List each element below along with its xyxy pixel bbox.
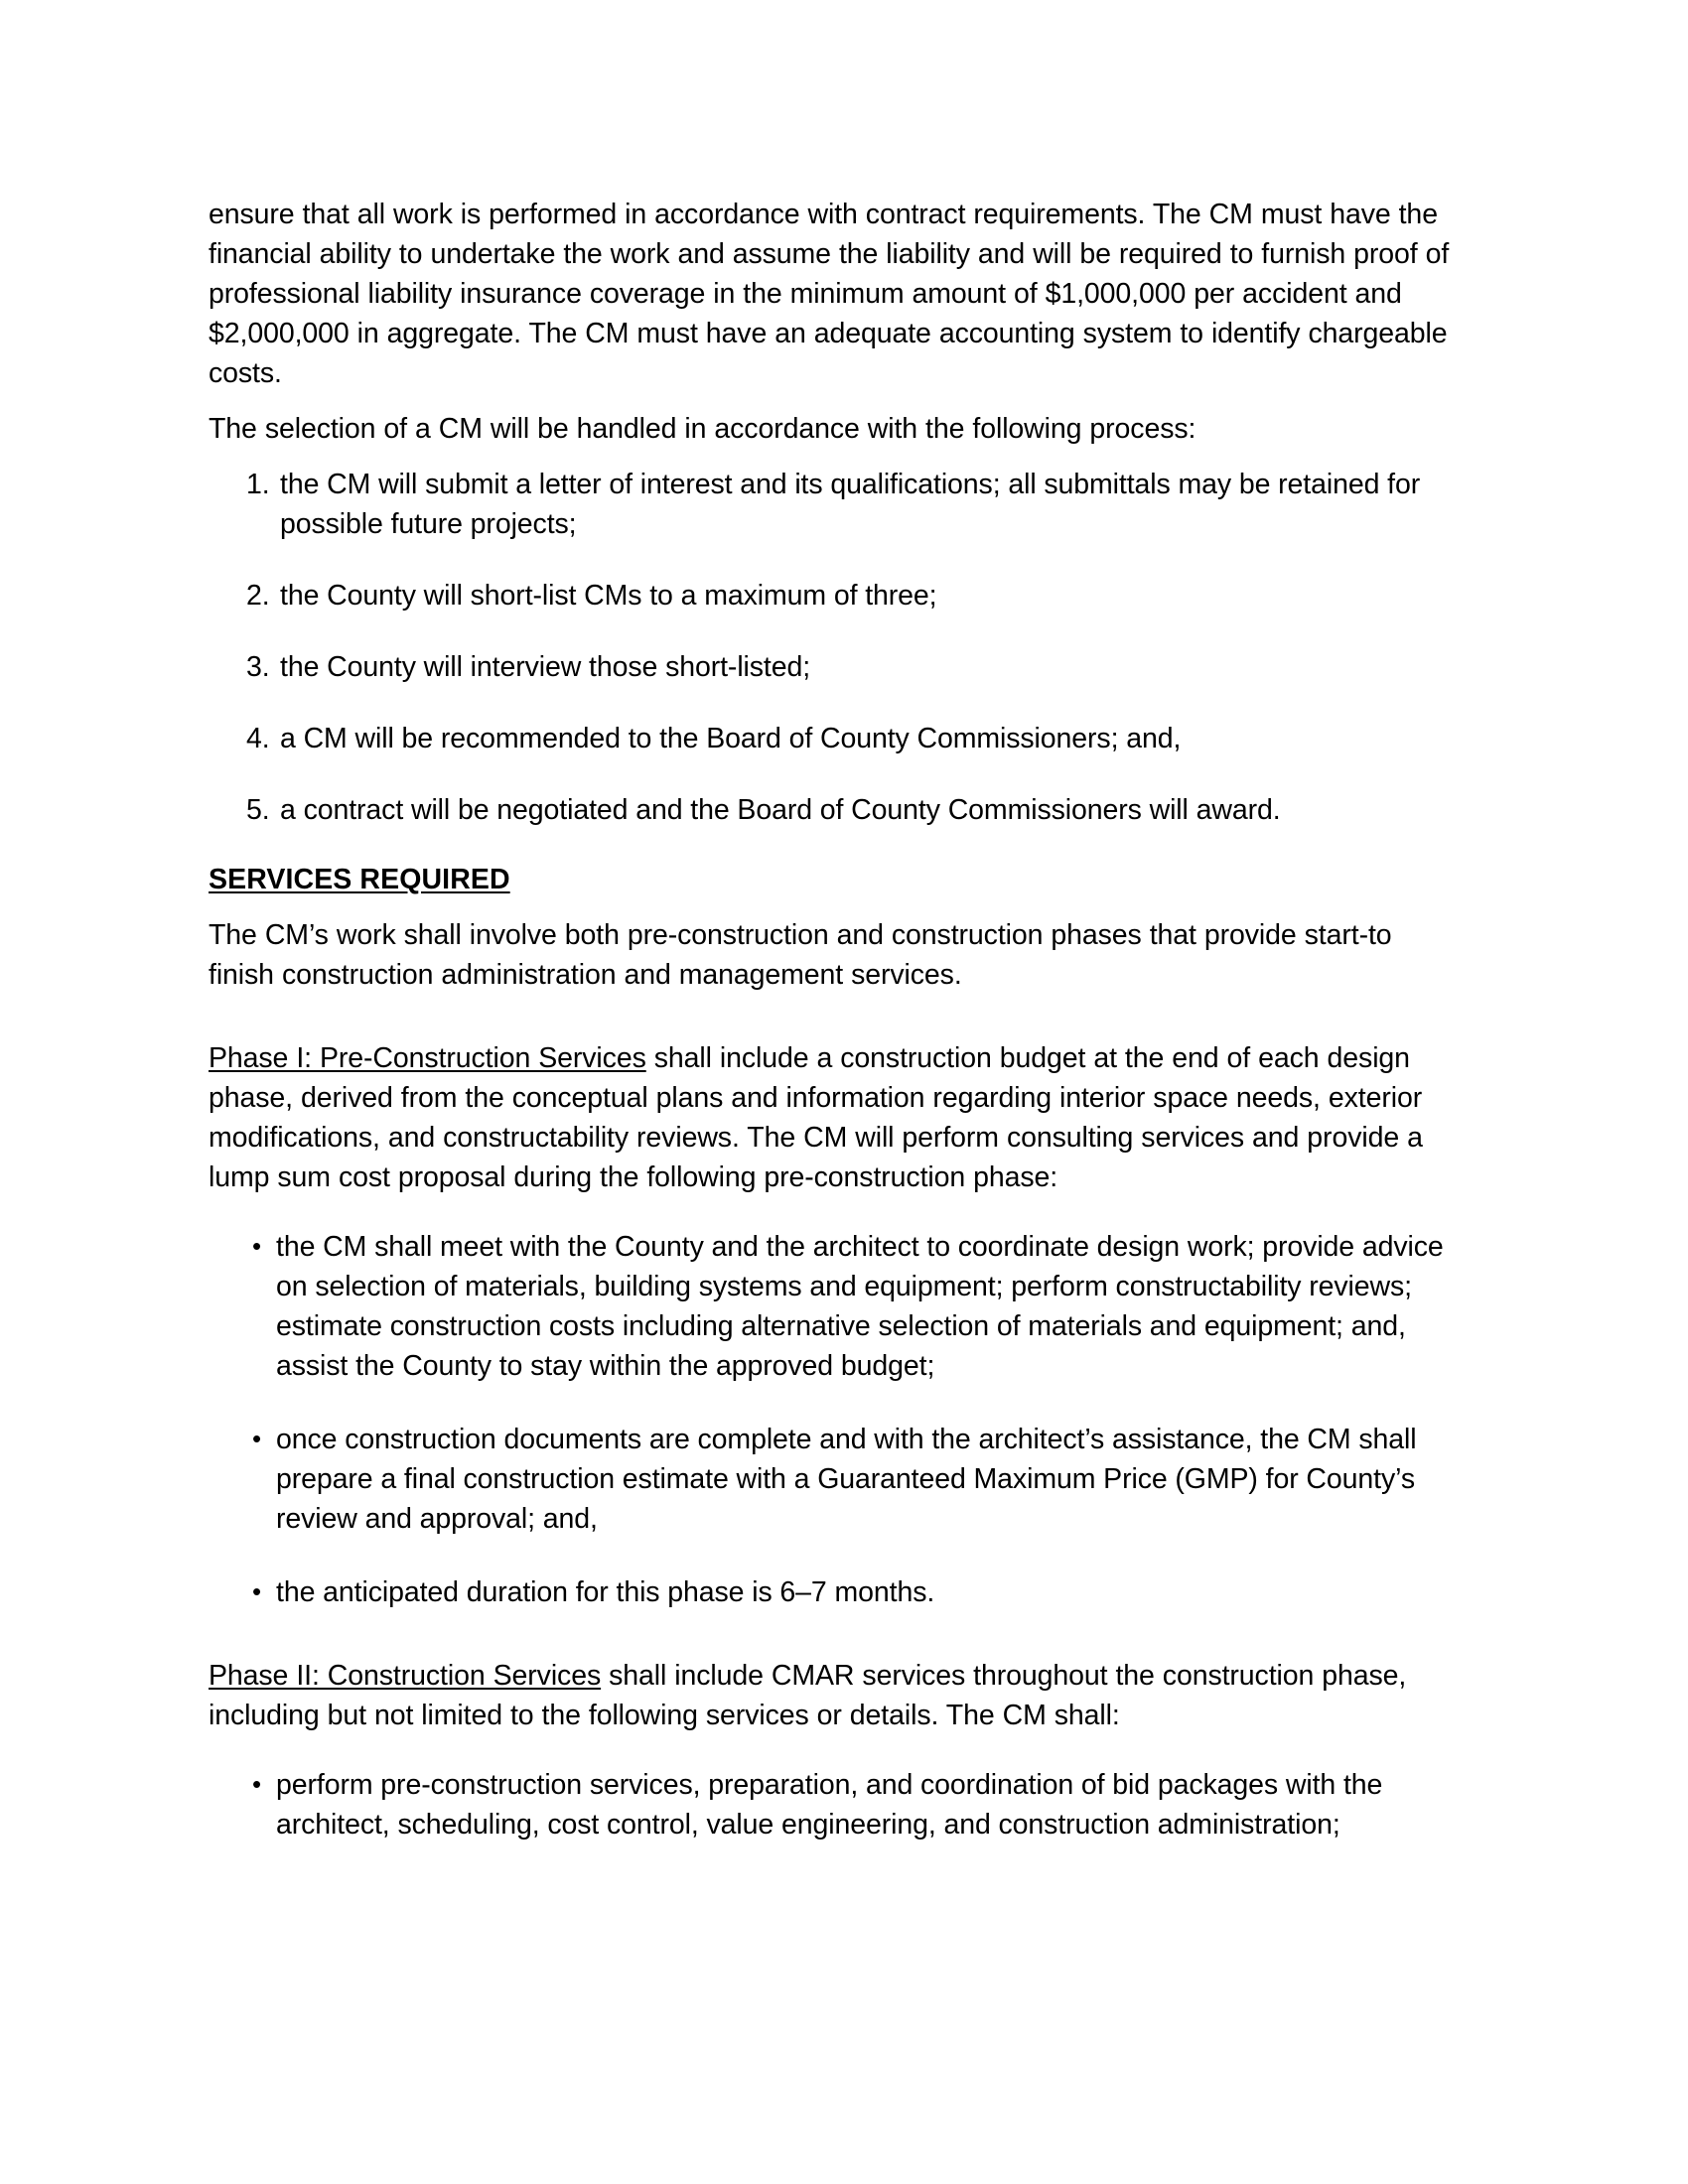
page-title: SERVICES REQUIRED [209, 864, 510, 895]
list-item: a contract will be negotiated and the Board of County Commissioners will award. [280, 794, 1281, 826]
phase-two-paragraph [209, 1656, 1455, 1735]
list-item: the County will interview those short-listed; [280, 651, 811, 683]
phase-one-bullet-list [209, 1227, 1455, 1612]
spacer [209, 1612, 1455, 1656]
list-item: a CM will be recommended to the Board of County Commissioners; and, [280, 723, 1182, 754]
phase-one-label: Phase I: Pre-Construction Services [209, 1042, 646, 1074]
spacer [209, 1197, 1455, 1227]
list-item: • the anticipated duration for this phase is 6–7 months. [209, 1572, 1455, 1612]
phase-one-paragraph [209, 1038, 1455, 1197]
selection-process-intro: The selection of a CM will be handled in accordance with the following process: [209, 413, 1196, 445]
spacer [209, 899, 1455, 915]
list-item: • perform pre-construction services, preparation, and coordination of bid packages with the architect, scheduling, cost control, value engineering, and construction administration; [209, 1765, 1455, 1844]
spacer [209, 449, 1455, 465]
services-required-intro: The CM’s work shall involve both pre-construction and construction phases that provide start-to finish construction administration and management services. [209, 919, 1392, 991]
spacer [209, 995, 1455, 1038]
phase-two-body: shall include CMAR services throughout the construction phase, including but not limited to the following services or details. The CM shall: [209, 1660, 1407, 1731]
phase-two-label: Phase II: Construction Services [209, 1660, 602, 1692]
paragraph-continued: ensure that all work is performed in accordance with contract requirements. The CM must have the financial ability to undertake the work and assume the liability and will be required to furnish proof of professional liability insurance coverage in the minimum amount of $1,000,000 per accident and $2,000,000 in aggregate. The CM must have an adequate accounting system to identify chargeable costs. [209, 199, 1450, 389]
spacer [209, 393, 1455, 409]
list-item: • once construction documents are complete and with the architect’s assistance, the CM shall prepare a final construction estimate with a Guaranteed Maximum Price (GMP) for County’s review and approval; and, [209, 1420, 1455, 1539]
phase-one-body: shall include a construction budget at the end of each design phase, derived from the conceptual plans and information regarding interior space needs, exterior modifications, and constructability reviews. The CM will perform consulting services and provide a lump sum cost proposal during the following pre-construction phase: [209, 1042, 1423, 1193]
phase-two-bullet-list [209, 1765, 1455, 1844]
document-body [209, 195, 1455, 1844]
spacer [209, 1735, 1455, 1765]
list-item: the County will short-list CMs to a maximum of three; [280, 580, 937, 612]
spacer [209, 830, 1455, 860]
selection-process-list [209, 465, 1455, 830]
list-item: • the CM shall meet with the County and the architect to coordinate design work; provide advice on selection of materials, building systems and equipment; perform constructability reviews; estimate construction costs including alternative selection of materials and equipment; and, assist the County to stay within the approved budget; [209, 1227, 1455, 1386]
list-item: the CM will submit a letter of interest and its qualifications; all submittals may be retained for possible future projects; [280, 469, 1421, 540]
